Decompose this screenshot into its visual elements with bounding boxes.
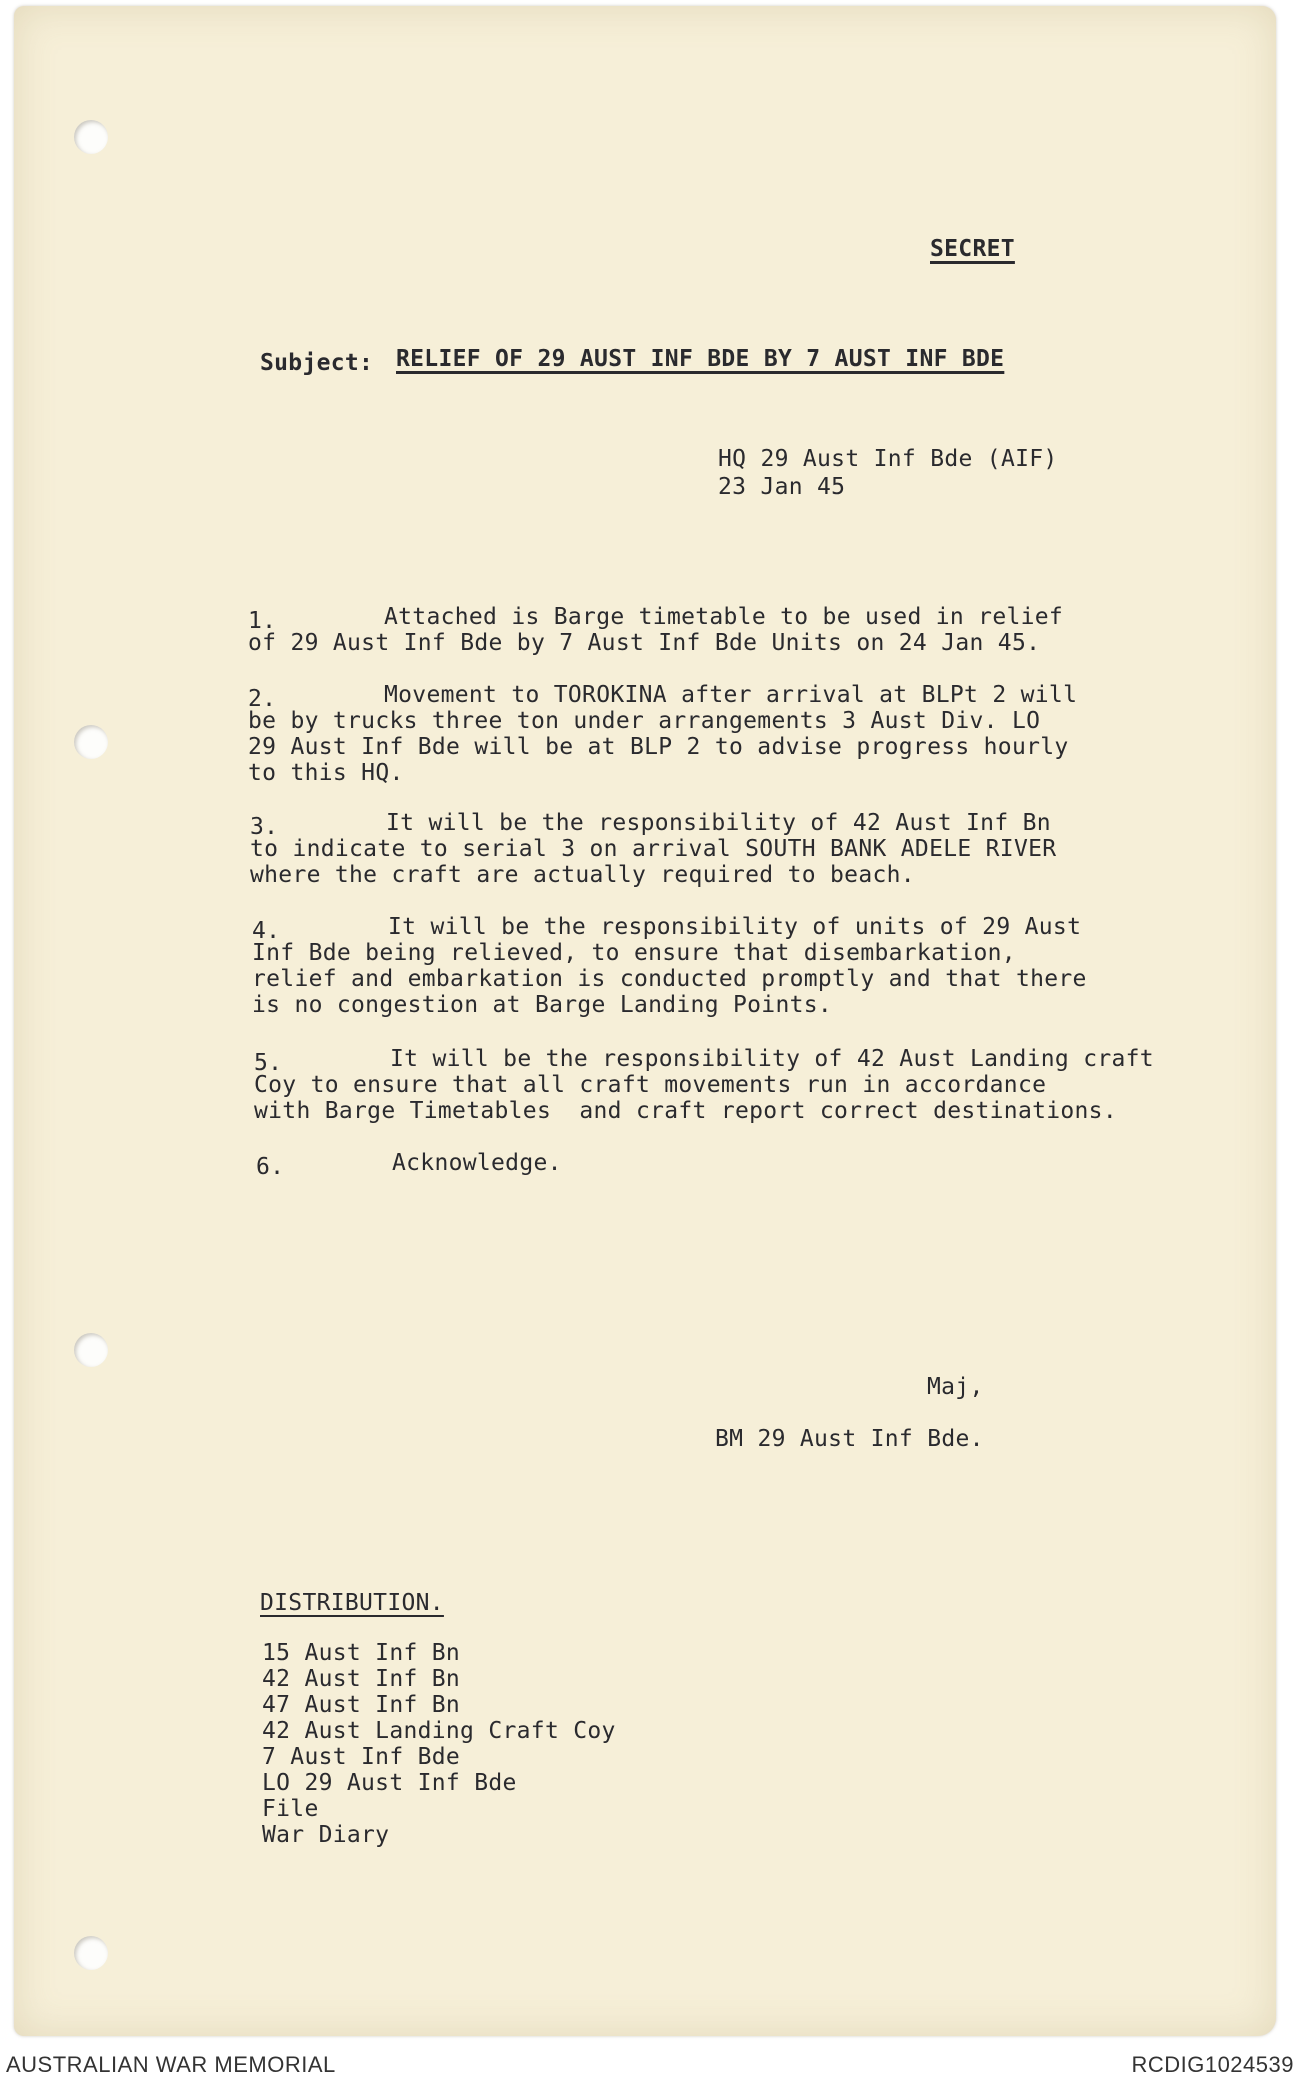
subject-title: RELIEF OF 29 AUST INF BDE BY 7 AUST INF BDE xyxy=(396,346,1005,372)
distribution-item: LO 29 Aust Inf Bde xyxy=(262,1770,517,1796)
punch-hole xyxy=(74,120,108,154)
header-date: 23 Jan 45 xyxy=(718,474,846,500)
distribution-item: 42 Aust Landing Craft Coy xyxy=(262,1718,616,1744)
punch-hole xyxy=(74,1936,108,1970)
distribution-list xyxy=(262,1640,616,1848)
punch-hole xyxy=(74,725,108,759)
distribution-item: File xyxy=(262,1796,319,1822)
paragraph-6-line-1: Acknowledge. xyxy=(392,1150,562,1176)
paragraph-3-number: 3. xyxy=(250,814,279,840)
paragraph-4-number: 4. xyxy=(252,918,281,944)
paragraph-4-line-4: is no congestion at Barge Landing Points. xyxy=(252,992,833,1018)
paragraph-4-line-1: It will be the responsibility of units of 29 Aust xyxy=(388,914,1082,940)
paragraph-4-line-3: relief and embarkation is conducted promptly and that there xyxy=(252,966,1087,992)
paragraph-5-line-2: Coy to ensure that all craft movements run in accordance xyxy=(254,1072,1047,1098)
signature-title: BM 29 Aust Inf Bde. xyxy=(715,1426,984,1452)
distribution-item: 15 Aust Inf Bn xyxy=(262,1640,461,1666)
distribution-item: 7 Aust Inf Bde xyxy=(262,1744,461,1770)
distribution-item: War Diary xyxy=(262,1822,390,1848)
distribution-item: 42 Aust Inf Bn xyxy=(262,1666,461,1692)
paragraph-1-line-1: Attached is Barge timetable to be used in relief xyxy=(384,604,1064,630)
paragraph-2-line-4: to this HQ. xyxy=(248,760,404,786)
paragraph-1-number: 1. xyxy=(248,608,277,634)
punch-hole xyxy=(74,1333,108,1367)
paragraph-3-line-1: It will be the responsibility of 42 Aust Inf Bn xyxy=(386,810,1051,836)
header-unit: HQ 29 Aust Inf Bde (AIF) xyxy=(718,446,1058,472)
paragraph-2-line-3: 29 Aust Inf Bde will be at BLP 2 to advise progress hourly xyxy=(248,734,1069,760)
distribution-heading: DISTRIBUTION. xyxy=(260,1590,444,1616)
footer-record-id: RCDIG1024539 xyxy=(1131,2052,1294,2077)
paragraph-5-number: 5. xyxy=(254,1050,283,1076)
paragraph-3-line-2: to indicate to serial 3 on arrival SOUTH BANK ADELE RIVER xyxy=(250,836,1057,862)
classification-marking: SECRET xyxy=(930,236,1015,262)
paragraph-6-number: 6. xyxy=(256,1154,285,1180)
distribution-item: 47 Aust Inf Bn xyxy=(262,1692,461,1718)
signature-rank: Maj, xyxy=(927,1374,984,1400)
paragraph-2-line-2: be by trucks three ton under arrangements 3 Aust Div. LO xyxy=(248,708,1041,734)
paragraph-5-line-1: It will be the responsibility of 42 Aust Landing craft xyxy=(390,1046,1154,1072)
paragraph-2-line-1: Movement to TOROKINA after arrival at BLPt 2 will xyxy=(384,682,1078,708)
subject-label: Subject: xyxy=(260,350,374,376)
document-page xyxy=(14,6,1276,2036)
paragraph-1-line-2: of 29 Aust Inf Bde by 7 Aust Inf Bde Units on 24 Jan 45. xyxy=(248,630,1041,656)
paragraph-2-number: 2. xyxy=(248,686,277,712)
paragraph-5-line-3: with Barge Timetables and craft report correct destinations. xyxy=(254,1098,1117,1124)
footer-archive-name: AUSTRALIAN WAR MEMORIAL xyxy=(6,2052,336,2077)
paragraph-4-line-2: Inf Bde being relieved, to ensure that disembarkation, xyxy=(252,940,1016,966)
paragraph-3-line-3: where the craft are actually required to beach. xyxy=(250,862,915,888)
